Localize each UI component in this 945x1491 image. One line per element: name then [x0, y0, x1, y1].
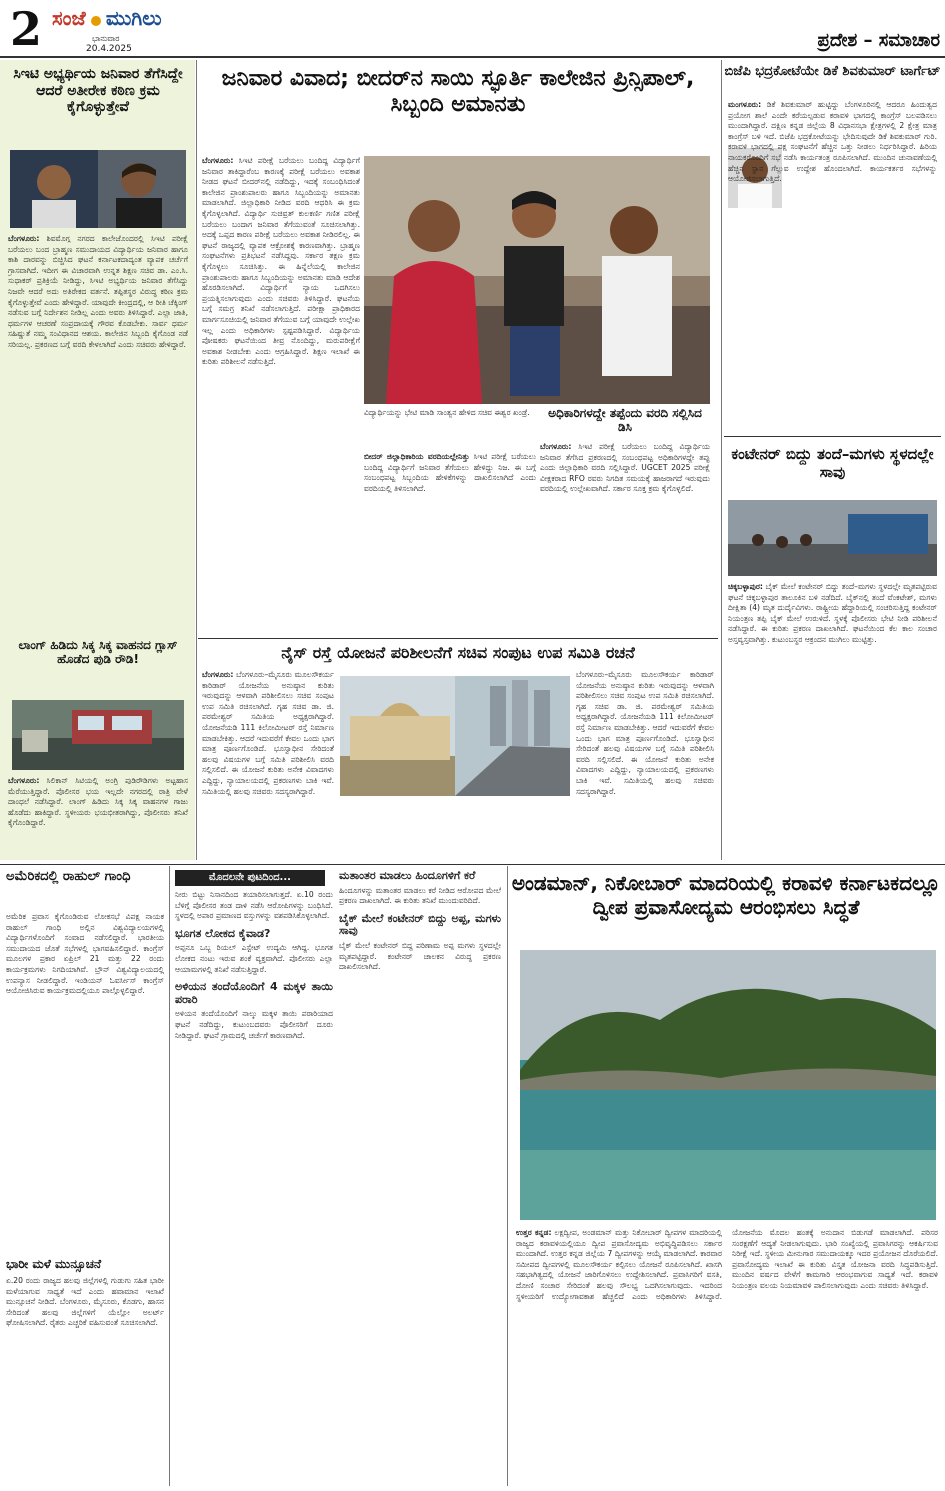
left-subhead: ಲಾಂಗ್ ಹಿಡಿದು ಸಿಕ್ಕ ಸಿಕ್ಕ ವಾಹನದ ಗ್ಲಾಸ್ ಹೊಡೆದ ಪುಡಿ ರೌಡಿ!	[18, 638, 178, 667]
lead-sub1-head: ಬೀದರ್ ಜಿಲ್ಲಾಧಿಕಾರಿಯ ವರದಿಯಲ್ಲೇನಿತ್ತು	[364, 452, 470, 461]
lead-sub1	[364, 452, 536, 630]
right-mid-body-text: ಬೈಕ್ ಮೇಲೆ ಕಂಟೇನರ್ ಬಿದ್ದು ತಂದೆ–ಮಗಳು ಸ್ಥಳದಲ್ಲೇ ಮೃತಪಟ್ಟಿರುವ ಘಟನೆ ಚಿಕ್ಕಬಳ್ಳಾಪುರ ತಾಲೂಕಿನ ಬಳಿ ನಡೆದಿದೆ. ಬೈಕ್‌ನಲ್ಲಿ ತಂದೆ ವೆಂಕಟೇಶ್, ಮಗಳು ದೀಕ್ಷಿತಾ (4) ಮೃತ ದುರ್ದೈವಿಗಳು. ರಾಷ್ಟ್ರೀಯ ಹೆದ್ದಾರಿಯಲ್ಲಿ ಸಂಚರಿಸುತ್ತಿದ್ದ ಕಂಟೇನರ್ ನಿಯಂತ್ರಣ ತಪ್ಪಿ ಬೈಕ್ ಮೇಲೆ ಉರುಳಿದೆ. ಸ್ಥಳಕ್ಕೆ ಪೊಲೀಸರು ಭೇಟಿ ನೀಡಿ ಪರಿಶೀಲನೆ ನಡೆಸಿದ್ದಾರೆ. ಈ ಕುರಿತು ಪ್ರಕರಣ ದಾಖಲಾಗಿದೆ. ಘಟನೆಯಿಂದ ಕೆಲ ಕಾಲ ಸಂಚಾರ ಅಸ್ತವ್ಯಸ್ತವಾಗಿತ್ತು. ಕುಟುಂಬಸ್ಥರ ಆಕ್ರಂದನ ಮುಗಿಲು ಮುಟ್ಟಿತ್ತು.	[728, 582, 937, 644]
tunnel-headline: ನೈಸ್ ರಸ್ತೆ ಯೋಜನೆ ಪರಿಶೀಲನೆಗೆ ಸಚಿವ ಸಂಪುಟ ಉಪ ಸಮಿತಿ ರಚನೆ	[281, 643, 635, 662]
island-landscape-photo	[520, 950, 936, 1220]
island-story	[510, 866, 942, 1486]
tunnel-dateline: ಬೆಂಗಳೂರು:	[202, 670, 234, 679]
left-dateline: ಬೆಂಗಳೂರು:	[8, 234, 40, 243]
left-headline: ಸಿಇಟಿ ಅಭ್ಯರ್ಥಿಯ ಜನಿವಾರ ತೆಗೆಸಿದ್ದೇ ಆದರೆ ಅತೀರೇಕ ಕಠಿಣ ಕ್ರಮ ಕೈಗೊಳ್ಳುತ್ತೇವೆ	[13, 66, 183, 116]
bottom-mid-body2: ಅಪ್ಪನೂ ಒಬ್ಬ ರಿಯಲ್ ಎಸ್ಟೇಟ್ ಉದ್ಯಮಿ ಆಗಿದ್ದ. ಭೂಗತ ಲೋಕದ ನಂಟು ಇರುವ ಶಂಕೆ ವ್ಯಕ್ತವಾಗಿದೆ. ಪೊಲೀಸರು ಎಲ್ಲಾ ಆಯಾಮಗಳಲ್ಲಿ ತನಿಖೆ ನಡೆಸುತ್ತಿದ್ದಾರೆ.	[175, 943, 333, 974]
right-mid-headline: ಕಂಟೇನರ್ ಬಿದ್ದು ತಂದೆ–ಮಗಳು ಸ್ಥಳದಲ್ಲೇ ಸಾವು	[731, 445, 934, 481]
bottom-mid-body1: ನೀರು ಬಿಟ್ಟು ನಿಸಾನದಿಂದ ತಯಾರಿಸಲಾಗುತ್ತದೆ. ಏ.10 ರಂದು ಬೆಳಿಗ್ಗೆ ಪೊಲೀಸರ ತಂಡ ದಾಳಿ ನಡೆಸಿ ಆರೋಪಿಗಳನ್ನು ಬಂಧಿಸಿದೆ. ಸ್ಥಳದಲ್ಲಿ ಅಪಾರ ಪ್ರಮಾಣದ ವಸ್ತುಗಳನ್ನು ವಶಪಡಿಸಿಕೊಳ್ಳಲಾಗಿದೆ.	[175, 890, 333, 921]
issue-date: 20.4.2025	[86, 44, 132, 54]
right-mid-story	[724, 440, 941, 860]
bottom-mid-sub1: ಭೂಗತ ಲೋಕದ ಕೈವಾಡ?	[175, 926, 271, 940]
brand-logo	[52, 6, 162, 32]
bottom-left-body-text: ಅಮೆರಿಕ ಪ್ರವಾಸ ಕೈಗೊಂಡಿರುವ ಲೋಕಸಭೆ ವಿಪಕ್ಷ ನಾಯಕ ರಾಹುಲ್ ಗಾಂಧಿ ಅಲ್ಲಿನ ವಿಶ್ವವಿದ್ಯಾಲಯಗಳಲ್ಲಿ ವಿದ್ಯಾರ್ಥಿಗಳೊಂದಿಗೆ ಸಂವಾದ ನಡೆಸಲಿದ್ದಾರೆ. ಭಾರತೀಯ ಸಮುದಾಯದ ಜೊತೆ ಸಭೆಗಳಲ್ಲಿ ಭಾಗವಹಿಸಲಿದ್ದಾರೆ. ಕಾಂಗ್ರೆಸ್ ಮೂಲಗಳ ಪ್ರಕಾರ ಏಪ್ರಿಲ್ 21 ಮತ್ತು 22 ರಂದು ಕಾರ್ಯಕ್ರಮಗಳು ನಿಗದಿಯಾಗಿವೆ. ಬ್ರೌನ್ ವಿಶ್ವವಿದ್ಯಾಲಯದಲ್ಲಿ ಉಪನ್ಯಾಸ ನೀಡಲಿದ್ದಾರೆ. ಇಂಡಿಯನ್ ಓವರ್ಸೀಸ್ ಕಾಂಗ್ರೆಸ್ ಆಯೋಜಿಸಿರುವ ಕಾರ್ಯಕ್ರಮದಲ್ಲಿಯೂ ಪಾಲ್ಗೊಳ್ಳಲಿದ್ದಾರೆ.	[6, 912, 164, 996]
bottom-mid-sub3: ಮತಾಂತರ ಮಾಡಲು ಹಿಂದೂಗಳಿಗೆ ಕರೆ	[339, 870, 476, 882]
tunnel-body-col1	[202, 670, 334, 856]
left-sub-body	[8, 776, 188, 856]
left-photo	[10, 150, 186, 228]
lead-sub1-body: ಸಿಇಟಿ ಪರೀಕ್ಷೆ ಬರೆಯಲು ಬಂದಿದ್ದ ವಿದ್ಯಾರ್ಥಿಗೆ ಜನಿವಾರ ತೆಗೆಯಲು ಹೇಳಿದ್ದು ನಿಜ. ಈ ಬಗ್ಗೆ ಸಂಬಂಧಪಟ್ಟ ಸಿಬ್ಬಂದಿಯ ಹೇಳಿಕೆಗಳನ್ನು ದಾಖಲಿಸಲಾಗಿದೆ ಎಂದು ವರದಿಯಲ್ಲಿ ತಿಳಿಸಲಾಗಿದೆ.	[364, 452, 536, 493]
bottom-mid-body4: ಹಿಂದೂಗಳನ್ನು ಮತಾಂತರ ಮಾಡಲು ಕರೆ ನೀಡಿದ ಆರೋಪದ ಮೇಲೆ ಪ್ರಕರಣ ದಾಖಲಾಗಿದೆ. ಈ ಕುರಿತು ತನಿಖೆ ಮುಂದುವರಿದಿದೆ.	[339, 885, 501, 906]
brand-sun-icon	[91, 16, 101, 26]
lead-headline: ಜನಿವಾರ ವಿವಾದ; ಬೀದರ್‌ನ ಸಾಯಿ ಸ್ಫೂರ್ತಿ ಕಾಲೇಜಿನ ಪ್ರಿನ್ಸಿಪಾಲ್, ಸಿಬ್ಬಂದಿ ಅಮಾನತು	[221, 66, 695, 117]
island-body	[516, 1228, 938, 1482]
continued-tag: ಮೊದಲನೇ ಪುಟದಿಂದ...	[175, 870, 325, 886]
student-meeting-photo	[364, 156, 710, 404]
bottom-mid-col2	[339, 870, 501, 1482]
lead-photo-caption-text: ವಿದ್ಯಾರ್ಥಿಯನ್ನು ಭೇಟಿ ಮಾಡಿ ಸಾಂತ್ವನ ಹೇಳಿದ ಸಚಿವ ಈಶ್ವರ ಖಂಡ್ರೆ.	[364, 408, 530, 417]
vidhana-soudha-road-photo	[340, 676, 570, 796]
bottom-mid-stories	[171, 866, 505, 1486]
lead-body-col1	[202, 156, 360, 630]
lead-dateline: ಬೆಂಗಳೂರು:	[202, 156, 234, 165]
tunnel-body-continued: ಬೆಂಗಳೂರು–ಮೈಸೂರು ಮೂಲಸೌಕರ್ಯ ಕಾರಿಡಾರ್ ಯೋಜನೆಯ ಅನುಷ್ಠಾನ ಕುರಿತು ಇರುವುದನ್ನು ಆಳವಾಗಿ ಪರಿಶೀಲಿಸಲು ಸಚಿವ ಸಂಪುಟ ಉಪ ಸಮಿತಿ ರಚಿಸಲಾಗಿದೆ. ಗೃಹ ಸಚಿವ ಡಾ. ಜಿ. ಪರಮೇಶ್ವರ್ ಸಮಿತಿಯ ಅಧ್ಯಕ್ಷರಾಗಿದ್ದಾರೆ. ಯೋಜನೆಯಡಿ 111 ಕಿಲೋಮೀಟರ್ ರಸ್ತೆ ನಿರ್ಮಾಣ ಮಾಡಬೇಕಿತ್ತು. ಆದರೆ ಇದುವರೆಗೆ ಕೇವಲ ಒಂದು ಭಾಗ ಮಾತ್ರ ಪೂರ್ಣಗೊಂಡಿದೆ. ಭೂಸ್ವಾಧೀನ ಸೇರಿದಂತೆ ಹಲವು ವಿಷಯಗಳ ಬಗ್ಗೆ ಸಮಿತಿ ಪರಿಶೀಲಿಸಿ ವರದಿ ಸಲ್ಲಿಸಲಿದೆ. ಈ ಯೋಜನೆ ಕುರಿತು ಅನೇಕ ವಿವಾದಗಳು ಎದ್ದಿದ್ದು, ನ್ಯಾಯಾಲಯದಲ್ಲಿ ಪ್ರಕರಣಗಳು ಬಾಕಿ ಇವೆ. ಸಮಿತಿಯಲ್ಲಿ ಹಲವು ಸಚಿವರು ಸದಸ್ಯರಾಗಿದ್ದಾರೆ.	[576, 670, 714, 796]
page-number: 2	[10, 2, 43, 56]
divider	[169, 866, 170, 1486]
bottom-mid-body3: ಅಳಿಯನ ತಂದೆಯೊಂದಿಗೆ ನಾಲ್ಕು ಮಕ್ಕಳ ತಾಯಿ ಪರಾರಿಯಾದ ಘಟನೆ ನಡೆದಿದ್ದು, ಕುಟುಂಬದವರು ಪೊಲೀಸರಿಗೆ ದೂರು ನೀಡಿದ್ದಾರೆ. ಘಟನೆ ಗ್ರಾಮದಲ್ಲಿ ಚರ್ಚೆಗೆ ಕಾರಣವಾಗಿದೆ.	[175, 1009, 333, 1040]
right-top-headline: ಬಿಜೆಪಿ ಭದ್ರಕೋಟೆಯೇ ಡಿಕೆ ಶಿವಕುಮಾರ್ ಟಾರ್ಗೆಟ್	[724, 64, 941, 79]
left-sub-dateline: ಬೆಂಗಳೂರು:	[8, 776, 40, 785]
right-top-story	[724, 60, 941, 434]
right-top-body-text: ಡಿಕೆ ಶಿವಕುಮಾರ್ ಹುಟ್ಟಿದ್ದು ಬೆಂಗಳೂರಿನಲ್ಲಿ ಆದರೂ ಹಿಂದುತ್ವದ ಪ್ರಯೋಗ ಶಾಲೆ ಎಂದೇ ಕರೆಯಲ್ಪಡುವ ಕರಾವಳಿ ಭಾಗದಲ್ಲಿ ಕಾಂಗ್ರೆಸ್ ಬಲಪಡಿಸಲು ಮುಂದಾಗಿದ್ದಾರೆ. ದಕ್ಷಿಣ ಕನ್ನಡ ಜಿಲ್ಲೆಯ 8 ವಿಧಾನಸಭಾ ಕ್ಷೇತ್ರಗಳಲ್ಲಿ 2 ಕ್ಷೇತ್ರ ಮಾತ್ರ ಕಾಂಗ್ರೆಸ್ ಬಳಿ ಇದೆ. ಬಿಜೆಪಿ ಭದ್ರಕೋಟೆಯನ್ನು ಭೇದಿಸುವುದೇ ಡಿಕೆ ಶಿವಕುಮಾರ್ ಗುರಿ. ಕರಾವಳಿ ಭಾಗದಲ್ಲಿ ಪಕ್ಷ ಸಂಘಟನೆಗೆ ಹೆಚ್ಚಿನ ಒತ್ತು ನೀಡಲು ನಿರ್ಧರಿಸಿದ್ದಾರೆ. ಹಿರಿಯ ನಾಯಕರೊಂದಿಗೆ ಸಭೆ ನಡೆಸಿ ಕಾರ್ಯತಂತ್ರ ರೂಪಿಸಲಾಗಿದೆ. ಮುಂದಿನ ಚುನಾವಣೆಯಲ್ಲಿ ಹೆಚ್ಚಿನ ಸ್ಥಾನ ಗೆಲ್ಲುವ ಉದ್ದೇಶ ಹೊಂದಲಾಗಿದೆ. ಕಾರ್ಯಕರ್ತರ ಸಭೆಗಳನ್ನು ಆಯೋಜಿಸಲಾಗುತ್ತಿದೆ.	[728, 100, 937, 184]
left-body	[8, 234, 188, 634]
right-mid-photo	[728, 500, 937, 576]
left-sub-photo	[12, 700, 184, 770]
bottom-left-body	[6, 912, 164, 1252]
tunnel-body: ಬೆಂಗಳೂರು–ಮೈಸೂರು ಮೂಲಸೌಕರ್ಯ ಕಾರಿಡಾರ್ ಯೋಜನೆಯ ಅನುಷ್ಠಾನ ಕುರಿತು ಇರುವುದನ್ನು ಆಳವಾಗಿ ಪರಿಶೀಲಿಸಲು ಸಚಿವ ಸಂಪುಟ ಉಪ ಸಮಿತಿ ರಚಿಸಲಾಗಿದೆ. ಗೃಹ ಸಚಿವ ಡಾ. ಜಿ. ಪರಮೇಶ್ವರ್ ಸಮಿತಿಯ ಅಧ್ಯಕ್ಷರಾಗಿದ್ದಾರೆ. ಯೋಜನೆಯಡಿ 111 ಕಿಲೋಮೀಟರ್ ರಸ್ತೆ ನಿರ್ಮಾಣ ಮಾಡಬೇಕಿತ್ತು. ಆದರೆ ಇದುವರೆಗೆ ಕೇವಲ ಒಂದು ಭಾಗ ಮಾತ್ರ ಪೂರ್ಣಗೊಂಡಿದೆ. ಭೂಸ್ವಾಧೀನ ಸೇರಿದಂತೆ ಹಲವು ವಿಷಯಗಳ ಬಗ್ಗೆ ಸಮಿತಿ ಪರಿಶೀಲಿಸಿ ವರದಿ ಸಲ್ಲಿಸಲಿದೆ. ಈ ಯೋಜನೆ ಕುರಿತು ಅನೇಕ ವಿವಾದಗಳು ಎದ್ದಿದ್ದು, ನ್ಯಾಯಾಲಯದಲ್ಲಿ ಪ್ರಕರಣಗಳು ಬಾಕಿ ಇವೆ. ಸಮಿತಿಯಲ್ಲಿ ಹಲವು ಸಚಿವರು ಸದಸ್ಯರಾಗಿದ್ದಾರೆ.	[202, 670, 334, 796]
lead-story	[198, 60, 718, 636]
bottom-left-sub-body-text: ಏ.20 ರಂದು ರಾಜ್ಯದ ಹಲವು ಜಿಲ್ಲೆಗಳಲ್ಲಿ ಗುಡುಗು ಸಹಿತ ಭಾರೀ ಮಳೆಯಾಗುವ ಸಾಧ್ಯತೆ ಇದೆ ಎಂದು ಹವಾಮಾನ ಇಲಾಖೆ ಮುನ್ಸೂಚನೆ ನೀಡಿದೆ. ಬೆಂಗಳೂರು, ಮೈಸೂರು, ಕೊಡಗು, ಹಾಸನ ಸೇರಿದಂತೆ ಹಲವು ಜಿಲ್ಲೆಗಳಿಗೆ ಯೆಲ್ಲೋ ಅಲರ್ಟ್ ಘೋಷಿಸಲಾಗಿದೆ. ರೈತರು ಎಚ್ಚರಿಕೆ ವಹಿಸುವಂತೆ ಸೂಚಿಸಲಾಗಿದೆ.	[6, 1276, 164, 1328]
divider	[721, 60, 722, 860]
lead-photo	[364, 156, 710, 404]
bottom-left-subhead: ಭಾರೀ ಮಳೆ ಮುನ್ಸೂಚನೆ	[6, 1257, 102, 1271]
tunnel-photo	[340, 676, 570, 796]
divider	[507, 866, 508, 1486]
divider	[724, 436, 941, 437]
issue-day: ಭಾನುವಾರ	[92, 34, 120, 43]
left-sub-body-text: ಸಿಲಿಕಾನ್ ಸಿಟಿಯಲ್ಲಿ ಅಂಗ್ರಿ ಪುಡಿರೌಡಿಗಳು ಅಟ್ಟಹಾಸ ಮೆರೆಯುತ್ತಿದ್ದಾರೆ. ಪೊಲೀಸರ ಭಯ ಇಲ್ಲದೇ ನಗರದಲ್ಲಿ ರಾತ್ರಿ ವೇಳೆ ದಾಂಧಲೆ ನಡೆಸಿದ್ದಾರೆ. ಲಾಂಗ್ ಹಿಡಿದು ಸಿಕ್ಕ ಸಿಕ್ಕ ವಾಹನಗಳ ಗಾಜು ಹೊಡೆದು ಹಾಕಿದ್ದಾರೆ. ಸ್ಥಳೀಯರು ಭಯಭೀತರಾಗಿದ್ದು, ಪೊಲೀಸರು ತನಿಖೆ ಕೈಗೊಂಡಿದ್ದಾರೆ.	[8, 776, 188, 828]
section-title: ಪ್ರದೇಶ – ಸಮಾಚಾರ	[817, 30, 940, 51]
bottom-left-story	[0, 866, 168, 1486]
bottom-mid-sub2: ಅಳಿಯನ ತಂದೆಯೊಂದಿಗೆ 4 ಮಕ್ಕಳ ತಾಯಿ ಪರಾರಿ	[175, 980, 333, 1006]
divider	[198, 638, 718, 639]
bottom-mid-body5: ಬೈಕ್ ಮೇಲೆ ಕಂಟೇನರ್ ಬಿದ್ದ ಪರಿಣಾಮ ಅಪ್ಪ ಮಗಳು ಸ್ಥಳದಲ್ಲೇ ಮೃತಪಟ್ಟಿದ್ದಾರೆ. ಕಂಟೇನರ್ ಚಾಲಕನ ವಿರುದ್ಧ ಪ್ರಕರಣ ದಾಖಲಿಸಲಾಗಿದೆ.	[339, 941, 501, 972]
right-mid-body	[728, 582, 937, 854]
left-body-text: ಶಿವಮೊಗ್ಗ ನಗರದ ಕಾಲೇಜೊಂದರಲ್ಲಿ ಸಿಇಟಿ ಪರೀಕ್ಷೆ ಬರೆಯಲು ಬಂದ ಬ್ರಾಹ್ಮಣ ಸಮುದಾಯದ ವಿದ್ಯಾರ್ಥಿಯ ಜನಿವಾರ ಹಾಗೂ ಕಾಶಿ ದಾರವನ್ನು ಬಿಚ್ಚಿಸಿದ ಘಟನೆ ಕರ್ನಾಟಕದಾದ್ಯಂತ ವ್ಯಾಪಕ ಚರ್ಚೆಗೆ ಗ್ರಾಸವಾಗಿದೆ. ಇದೀಗ ಈ ವಿಚಾರವಾಗಿ ಉನ್ನತ ಶಿಕ್ಷಣ ಸಚಿವ ಡಾ. ಎಂ.ಸಿ. ಸುಧಾಕರ್ ಪ್ರತಿಕ್ರಿಯೆ ನೀಡಿದ್ದು, ಸಿಇಟಿ ಅಭ್ಯರ್ಥಿಯ ಜನಿವಾರ ತೆಗೆಸಿದ್ದು ನಿಜವೇ ಆದರೆ ಅದು ಅತಿರೇಕದ ವರ್ತನೆ. ತಪ್ಪಿತಸ್ಥರ ವಿರುದ್ಧ ಕಠಿಣ ಕ್ರಮ ಕೈಗೊಳ್ಳುತ್ತೇವೆ ಎಂದು ಹೇಳಿದ್ದಾರೆ. ಯಾವುದೇ ಕೀಂದ್ರದಲ್ಲಿ, ಆ ರೀತಿ ಚೆಕ್ಕಿಂಗ್ ನಡೆಸುವ ಬಗ್ಗೆ ನಿರ್ದೇಶನ ನೀಡಿಲ್ಲ ಎಂದು ಅವರು ತಿಳಿಸಿದ್ದಾರೆ. ಎಲ್ಲಾ ಜಾತಿ, ಧರ್ಮಗಳ ಆಚರಣೆ ಸಂಪ್ರದಾಯಕ್ಕೆ ಗೌರವ ಕೊಡಬೇಕು. ಸಾರ್ವ ಧರ್ಮ ಸಹಿಷ್ಣುತೆ ನಮ್ಮ ಸಂವಿಧಾನದ ಆಶಯ. ಕಾಲೇಜಿನ ಸಿಬ್ಬಂದಿ ಕೈಗೊಂಡ ನಡೆ ಸರಿಯಲ್ಲ. ಪ್ರಕರಣದ ಬಗ್ಗೆ ವರದಿ ಕೇಳಲಾಗಿದೆ ಎಂದು ಸಚಿವರು ಹೇಳಿದ್ದಾರೆ.	[8, 234, 188, 349]
bottom-left-sub-body	[6, 1276, 164, 1481]
vandalism-photo	[12, 700, 184, 770]
bottom-mid-col1	[175, 890, 333, 1482]
right-mid-dateline: ಚಿಕ್ಕಬಳ್ಳಾಪುರ:	[728, 582, 763, 591]
accident-photo	[728, 500, 937, 576]
divider	[196, 60, 197, 860]
ministers-photo	[10, 150, 186, 228]
left-column	[0, 60, 195, 860]
divider	[0, 864, 945, 865]
brand-left: ಸಂಜೆ	[52, 6, 86, 30]
bottom-mid-sub4: ಬೈಕ್ ಮೇಲೆ ಕಂಟೇನರ್ ಬಿದ್ದು ಅಪ್ಪ, ಮಗಳು ಸಾವು	[339, 911, 501, 938]
island-body-text: ಲಕ್ಷದ್ವೀಪ, ಅಂಡಮಾನ್ ಮತ್ತು ನಿಕೋಬಾರ್ ದ್ವೀಪಗಳ ಮಾದರಿಯಲ್ಲಿ ರಾಜ್ಯದ ಕರಾವಳಿಯಲ್ಲಿಯೂ ದ್ವೀಪ ಪ್ರವಾಸೋದ್ಯಮ ಅಭಿವೃದ್ಧಿಪಡಿಸಲು ಸರ್ಕಾರ ಮುಂದಾಗಿದೆ. ಉತ್ತರ ಕನ್ನಡ ಜಿಲ್ಲೆಯ 7 ದ್ವೀಪಗಳನ್ನು ಆಯ್ಕೆ ಮಾಡಲಾಗಿದೆ. ಕಾರವಾರ ಸಮೀಪದ ದ್ವೀಪಗಳಲ್ಲಿ ಮೂಲಸೌಕರ್ಯ ಕಲ್ಪಿಸಲು ಯೋಜನೆ ರೂಪಿಸಲಾಗಿದೆ. ಖಾಸಗಿ ಸಹಭಾಗಿತ್ವದಲ್ಲಿ ಯೋಜನೆ ಜಾರಿಗೊಳಿಸಲು ಉದ್ದೇಶಿಸಲಾಗಿದೆ. ಪ್ರವಾಸಿಗರಿಗೆ ವಸತಿ, ದೋಣಿ ಸಂಚಾರ ಸೇರಿದಂತೆ ಹಲವು ಸೌಲಭ್ಯ ಒದಗಿಸಲಾಗುವುದು. ಇದರಿಂದ ಸ್ಥಳೀಯರಿಗೆ ಉದ್ಯೋಗಾವಕಾಶ ಹೆಚ್ಚಲಿದೆ ಎಂದು ಅಧಿಕಾರಿಗಳು ತಿಳಿಸಿದ್ದಾರೆ. ಯೋಜನೆಯ ಮೊದಲ ಹಂತಕ್ಕೆ ಅನುದಾನ ಬಿಡುಗಡೆ ಮಾಡಲಾಗಿದೆ. ಪರಿಸರ ಸಂರಕ್ಷಣೆಗೆ ಆದ್ಯತೆ ನೀಡಲಾಗುವುದು. ಭಾರಿ ಸಂಖ್ಯೆಯಲ್ಲಿ ಪ್ರವಾಸಿಗರನ್ನು ಆಕರ್ಷಿಸುವ ನಿರೀಕ್ಷೆ ಇದೆ. ಸ್ಥಳೀಯ ಮೀನುಗಾರ ಸಮುದಾಯಕ್ಕೂ ಇದರ ಪ್ರಯೋಜನ ದೊರೆಯಲಿದೆ. ಪ್ರವಾಸೋದ್ಯಮ ಇಲಾಖೆ ಈ ಕುರಿತು ವಿಸ್ತೃತ ಯೋಜನಾ ವರದಿ ಸಿದ್ಧಪಡಿಸುತ್ತಿದೆ. ಮುಂದಿನ ವರ್ಷದ ವೇಳೆಗೆ ಕಾಮಗಾರಿ ಆರಂಭವಾಗುವ ಸಾಧ್ಯತೆ ಇದೆ. ಕರಾವಳಿ ನಿಯಂತ್ರಣ ವಲಯ ನಿಯಮಾವಳಿ ಪಾಲಿಸಲಾಗುವುದು ಎಂದು ಸಚಿವರು ತಿಳಿಸಿದ್ದಾರೆ.	[516, 1228, 938, 1301]
lead-callout-body	[540, 442, 710, 630]
island-photo	[520, 950, 936, 1220]
tunnel-story	[198, 640, 718, 860]
masthead	[0, 0, 945, 58]
island-headline: ಅಂಡಮಾನ್, ನಿಕೋಬಾರ್ ಮಾದರಿಯಲ್ಲಿ ಕರಾವಳಿ ಕರ್ನಾಟಕದಲ್ಲೂ ದ್ವೀಪ ಪ್ರವಾಸೋದ್ಯಮ ಆರಂಭಿಸಲು ಸಿದ್ಧತೆ	[511, 871, 941, 919]
island-dateline: ಉತ್ತರ ಕನ್ನಡ:	[516, 1228, 552, 1237]
right-top-dateline: ಮಂಗಳೂರು:	[728, 100, 762, 109]
bottom-left-headline: ಅಮೆರಿಕದಲ್ಲಿ ರಾಹುಲ್ ಗಾಂಧಿ	[6, 869, 131, 884]
right-top-body	[728, 100, 937, 430]
tunnel-body-col3	[576, 670, 714, 856]
brand-right: ಮುಗಿಲು	[105, 6, 162, 30]
lead-body: ಸಿಇಟಿ ಪರೀಕ್ಷೆ ಬರೆಯಲು ಬಂದಿದ್ದ ವಿದ್ಯಾರ್ಥಿಗೆ ಜನಿವಾರ ತಾಕಿದ್ದಾರೆಂಬ ಕಾರಣಕ್ಕೆ ಪರೀಕ್ಷೆ ಬರೆಯಲು ಅವಕಾಶ ನೀಡದ ಘಟನೆ ಬೀದರ್‌ನಲ್ಲಿ ನಡೆದಿದ್ದು, ಇದಕ್ಕೆ ಸಂಬಂಧಿಸಿದಂತೆ ಕಾಲೇಜಿನ ಪ್ರಾಂಶುಪಾಲರು ಹಾಗೂ ಸಿಬ್ಬಂದಿಯನ್ನು ಅಮಾನತು ಮಾಡಲಾಗಿದೆ. ಜಿಲ್ಲಾಧಿಕಾರಿ ನೀಡಿದ ವರದಿ ಆಧರಿಸಿ ಈ ಕ್ರಮ ಕೈಗೊಳ್ಳಲಾಗಿದೆ. ವಿದ್ಯಾರ್ಥಿ ಸುಚಿವ್ರತ್ ಕುಲಕರ್ಣಿ ಗಣಿತ ಪರೀಕ್ಷೆ ಬರೆಯಲು ಬಂದಾಗ ಜನಿವಾರ ತೆಗೆಯುವಂತೆ ಸೂಚಿಸಲಾಗಿತ್ತು. ಅದಕ್ಕೆ ಒಪ್ಪದ ಕಾರಣ ಪರೀಕ್ಷೆ ಬರೆಯಲು ಅವಕಾಶ ನೀಡಿರಲಿಲ್ಲ. ಈ ಘಟನೆ ರಾಜ್ಯದಲ್ಲಿ ವ್ಯಾಪಕ ಆಕ್ರೋಶಕ್ಕೆ ಕಾರಣವಾಗಿತ್ತು. ಬ್ರಾಹ್ಮಣ ಸಂಘಟನೆಗಳು ಪ್ರತಿಭಟನೆ ನಡೆಸಿದ್ದವು. ಸರ್ಕಾರ ತಕ್ಷಣ ಕ್ರಮ ಕೈಗೊಳ್ಳಲು ಸೂಚಿಸಿತ್ತು. ಈ ಹಿನ್ನೆಲೆಯಲ್ಲಿ ಕಾಲೇಜಿನ ಪ್ರಾಂಶುಪಾಲರು ಹಾಗೂ ಸಿಬ್ಬಂದಿಯನ್ನು ಅಮಾನತು ಮಾಡಿ ಆದೇಶ ಹೊರಡಿಸಲಾಗಿದೆ. ವಿದ್ಯಾರ್ಥಿಗೆ ನ್ಯಾಯ ಒದಗಿಸಲು ಪ್ರಯತ್ನಿಸಲಾಗುವುದು ಎಂದು ಸಚಿವರು ತಿಳಿಸಿದ್ದಾರೆ. ಘಟನೆಯ ಬಗ್ಗೆ ಸಮಗ್ರ ತನಿಖೆ ನಡೆಸಲಾಗುತ್ತಿದೆ. ಪರೀಕ್ಷಾ ಪ್ರಾಧಿಕಾರದ ಮಾರ್ಗಸೂಚಿಯಲ್ಲಿ ಜನಿವಾರ ತೆಗೆಯುವ ಬಗ್ಗೆ ಯಾವುದೇ ಉಲ್ಲೇಖ ಇಲ್ಲ ಎಂದು ಅಧಿಕಾರಿಗಳು ಸ್ಪಷ್ಟಪಡಿಸಿದ್ದಾರೆ. ವಿದ್ಯಾರ್ಥಿಯ ಪೋಷಕರು ಘಟನೆಯಿಂದ ತೀವ್ರ ನೊಂದಿದ್ದು, ಮರುಪರೀಕ್ಷೆಗೆ ಅವಕಾಶ ನೀಡಬೇಕು ಎಂದು ಆಗ್ರಹಿಸಿದ್ದಾರೆ. ಶಿಕ್ಷಣ ಇಲಾಖೆ ಈ ಕುರಿತು ಪರಿಶೀಲನೆ ನಡೆಸುತ್ತಿದೆ.	[202, 156, 360, 367]
lead-photo-caption	[364, 408, 536, 448]
masthead-rule	[0, 56, 945, 58]
lead-callout-text: ಸಿಇಟಿ ಪರೀಕ್ಷೆ ಬರೆಯಲು ಬಂದಿದ್ದ ವಿದ್ಯಾರ್ಥಿಯ ಜನಿವಾರ ತೆಗೆಸಿದ ಪ್ರಕರಣದಲ್ಲಿ ಸಂಬಂಧಪಟ್ಟ ಅಧಿಕಾರಿಗಳದ್ದೇ ತಪ್ಪು ಎಂದು ಜಿಲ್ಲಾಧಿಕಾರಿ ವರದಿ ಸಲ್ಲಿಸಿದ್ದಾರೆ. UGCET 2025 ಪರೀಕ್ಷೆ ವೀಕ್ಷಕರಾದ RFO ರವರು ನಿಗದಿತ ಸಮಯಕ್ಕೆ ಹಾಜರಾಗದೆ ಇರುವುದು ವರದಿಯಲ್ಲಿ ಉಲ್ಲೇಖವಾಗಿದೆ. ಸರ್ಕಾರ ಸೂಕ್ತ ಕ್ರಮ ಕೈಗೊಳ್ಳಲಿದೆ.	[540, 442, 710, 494]
lead-callout: ಅಧಿಕಾರಿಗಳದ್ದೇ ತಪ್ಪೆಂದು ವರದಿ ಸಲ್ಲಿಸಿದ ಡಿಸಿ	[548, 406, 702, 435]
lead-callout-dateline: ಬೆಂಗಳೂರು:	[540, 442, 572, 451]
